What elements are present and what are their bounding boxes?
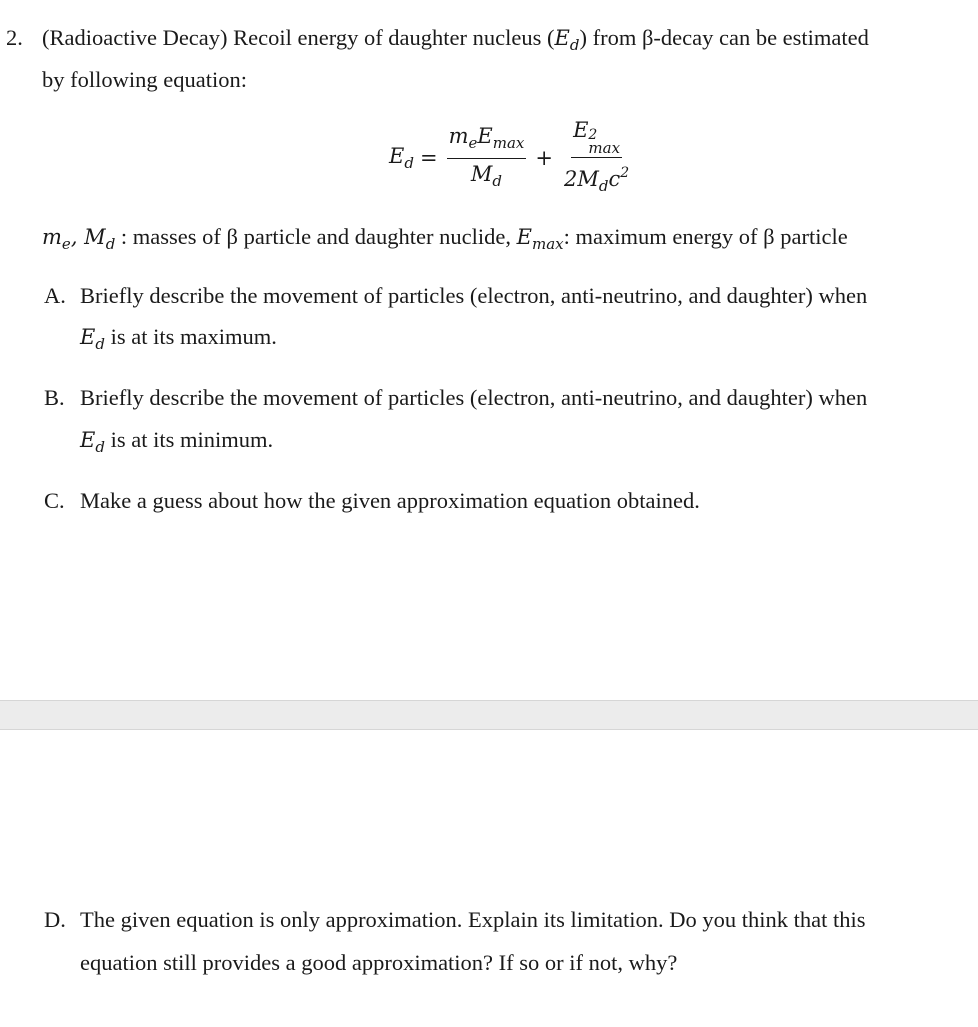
question-number	[6, 24, 23, 52]
ed-symbol-b: $E_d$	[80, 428, 105, 456]
part-b-line-1: Briefly describe the movement of particles (electron, anti-neutrino, and daughter) when	[80, 385, 868, 410]
part-a-label: A.	[44, 283, 66, 308]
part-d-line-2: equation still provides a good approximation? If so or if not, why?	[80, 950, 678, 975]
question-line-1-text: (Radioactive Decay) Recoil energy of daughter nucleus (	[42, 25, 555, 50]
plus-sign: +	[535, 146, 553, 170]
part-d-label: D.	[44, 907, 66, 932]
part-a-line-2	[80, 323, 277, 358]
question-line-1-after: ) from β-decay can be estimated	[579, 25, 869, 50]
fraction-term-2	[562, 117, 631, 199]
fraction-term-1-numerator: $m_eE_{max}$	[447, 123, 527, 159]
variable-definitions	[42, 223, 848, 258]
part-d-line-1: The given equation is only approximation. Explain its limitation. Do you think that this	[80, 907, 866, 932]
part-c-label: C.	[44, 488, 65, 513]
part-a-line-2-text: is at its maximum.	[104, 324, 277, 349]
fraction-term-1-denominator: $M_d$	[470, 161, 503, 190]
md-symbol: $M_d$	[84, 225, 116, 253]
recoil-energy-equation	[389, 120, 634, 196]
fraction-term-2-denominator: $2M_dc^2$	[563, 165, 630, 195]
question-line-1	[42, 24, 869, 59]
part-b-label: B.	[44, 385, 65, 410]
fraction-term-2-numerator: E 2 max	[573, 118, 621, 157]
question-number-text: 2.	[6, 25, 23, 50]
ed-symbol-inline: $E_d$	[554, 26, 580, 54]
question-line-2	[42, 66, 247, 94]
part-a-line-1: Briefly describe the movement of particles (electron, anti-neutrino, and daughter) when	[80, 283, 868, 308]
part-b-line-2-text: is at its minimum.	[104, 427, 274, 452]
question-line-2-text: by following equation:	[42, 67, 247, 92]
part-c-line-1: Make a guess about how the given approximation equation obtained.	[80, 488, 700, 513]
fraction-term-1	[447, 123, 527, 194]
masses-text: : masses of β particle and daughter nuclide,	[115, 224, 517, 249]
ed-symbol-a: $E_d$	[80, 325, 105, 353]
equals-sign: =	[419, 146, 438, 170]
vars-separator: ,	[70, 225, 85, 249]
equation-lhs: $E_d$	[389, 144, 414, 172]
me-symbol: $m_e$	[42, 225, 71, 253]
part-b-line-2	[80, 426, 273, 461]
emax-text: : maximum energy of β particle	[563, 224, 848, 249]
page-divider	[0, 700, 978, 730]
emax-symbol: $E_{max}$	[516, 225, 564, 253]
